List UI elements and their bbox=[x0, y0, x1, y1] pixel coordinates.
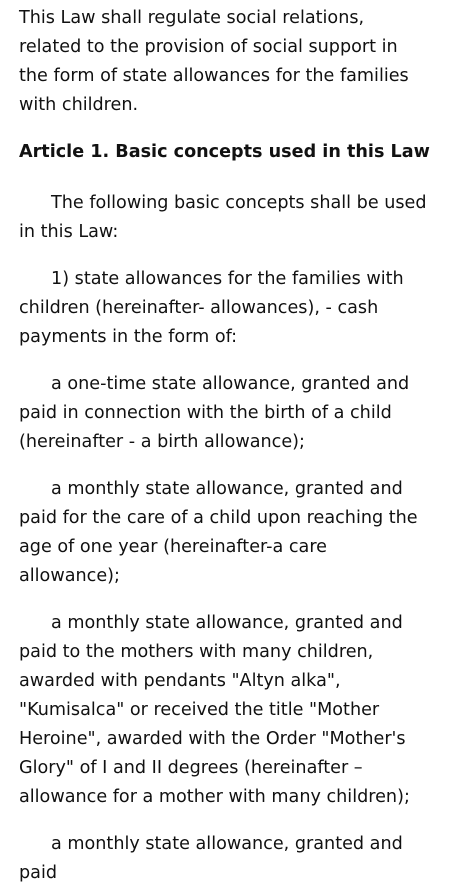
paragraph-state-allowances: 1) state allowances for the families with children (hereinafter- allowances), - cash payments in the form of: bbox=[19, 269, 404, 347]
paragraph-care-allowance: a monthly state allowance, granted and paid for the care of a child upon reaching the age of one year (hereinafter-a care allowance); bbox=[19, 479, 418, 586]
article-heading: Article 1. Basic concepts used in this Law bbox=[19, 142, 430, 162]
paragraph-monthly-allowance-cut: a monthly state allowance, granted and paid bbox=[19, 834, 403, 883]
intro-paragraph: This Law shall regulate social relations, related to the provision of social support in the form of state allowances for the families with children. bbox=[19, 8, 409, 115]
paragraph-basic-concepts: The following basic concepts shall be used in this Law: bbox=[19, 193, 427, 242]
paragraph-birth-allowance: a one-time state allowance, granted and paid in connection with the birth of a child (hereinafter - a birth allowance); bbox=[19, 374, 410, 452]
paragraph-mother-many-children: a monthly state allowance, granted and paid to the mothers with many children, awarded with pendants "Altyn alka", "Kumisalca" or received the title "Mother Heroine", awarded with the Order "Mother's Glory" of I and II degrees (hereinafter – allowance for a mother with many children); bbox=[19, 613, 410, 807]
